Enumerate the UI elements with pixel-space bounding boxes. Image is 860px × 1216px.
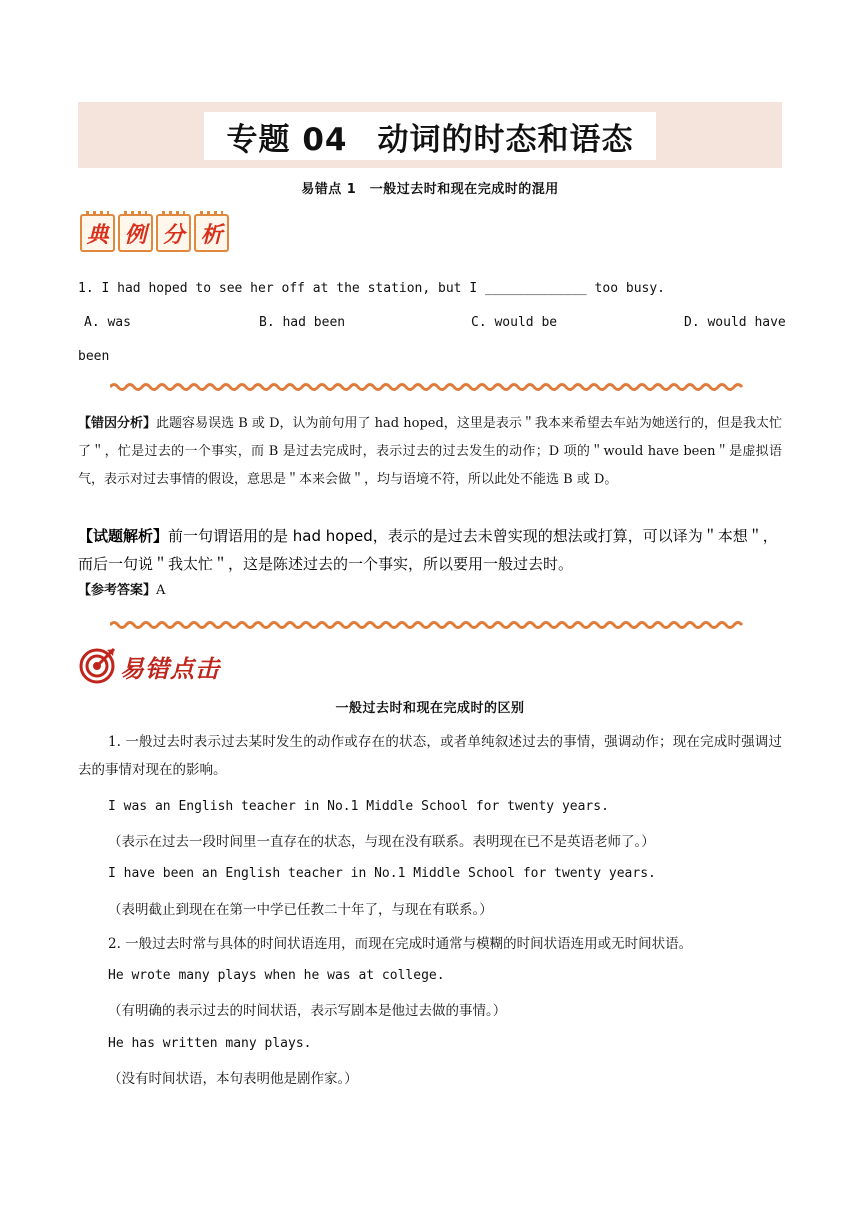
option-c: C. would be xyxy=(471,315,558,330)
section-heading-1: 易错点 1 一般过去时和现在完成时的混用 xyxy=(301,182,559,197)
note-4: （没有时间状语，本句表明他是剧作家。） xyxy=(108,1071,358,1087)
solution-analysis-text: 前一句谓语用的是 had hoped，表示的是过去未曾实现的想法或打算，可以译为＂本想＂，而后一句说＂我太忙＂，这是陈述过去的一个事实，所以要用一般过去时。 xyxy=(78,527,778,573)
error-analysis xyxy=(78,410,782,494)
note-3: （有明确的表示过去的时间状语，表示写剧本是他过去做的事情。） xyxy=(108,1003,507,1019)
badge-char: 典 xyxy=(80,214,115,252)
reference-answer xyxy=(78,577,782,605)
wavy-divider xyxy=(110,382,746,392)
rule-1: 1. 一般过去时表示过去某时发生的动作或存在的状态，或者单纯叙述过去的事情，强调动作；现在完成时强调过去的事情对现在的影响。 xyxy=(78,734,782,778)
note-2: （表明截止到现在在第一中学已任教二十年了，与现在有联系。） xyxy=(108,902,493,918)
solution-analysis-label: 【试题解析】 xyxy=(78,527,169,545)
target-icon xyxy=(78,645,118,685)
title-topic-number: 专题 04 xyxy=(226,121,348,158)
question-options xyxy=(78,315,786,333)
page-title xyxy=(227,114,634,159)
title-box xyxy=(204,112,656,160)
reference-answer-label: 【参考答案】 xyxy=(78,583,157,598)
common-errors-logo xyxy=(78,645,238,685)
section-heading-2: 一般过去时和现在完成时的区别 xyxy=(335,701,525,716)
option-d: D. would have xyxy=(684,315,786,330)
option-d-wrap: been xyxy=(78,349,110,364)
question-stem: 1. I had hoped to see her off at the station, but I _____________ too busy. xyxy=(78,281,665,296)
example-1: I was an English teacher in No.1 Middle School for twenty years. xyxy=(108,799,609,814)
error-analysis-text: 此题容易误选 B 或 D，认为前句用了 had hoped，这里是表示＂我本来希望去车站为她送行的，但是我太忙了＂，忙是过去的一个事实，而 B 是过去完成时，表示过去的过去发生的动作；D 项的＂would have been＂是虚拟语气，表示对过去事情的假设，意思是＂本来会做＂，均与语境不符，所以此处不能选 B 或 D。 xyxy=(78,416,782,487)
note-1: （表示在过去一段时间里一直存在的状态，与现在没有联系。表明现在已不是英语老师了。） xyxy=(108,834,655,850)
option-a: A. was xyxy=(84,315,131,330)
badge-char: 例 xyxy=(118,214,153,252)
option-b: B. had been xyxy=(259,315,346,330)
badge-char: 分 xyxy=(156,214,191,252)
solution-analysis xyxy=(78,522,782,578)
wavy-divider xyxy=(110,620,746,630)
error-analysis-label: 【错因分析】 xyxy=(78,416,157,431)
badge-char: 析 xyxy=(194,214,229,252)
reference-answer-value: A xyxy=(156,583,166,598)
example-analysis-badge xyxy=(80,214,229,252)
example-2: I have been an English teacher in No.1 Middle School for twenty years. xyxy=(108,866,656,881)
rule-2: 2. 一般过去时常与具体的时间状语连用，而现在完成时通常与模糊的时间状语连用或无时间状语。 xyxy=(108,936,693,952)
example-3: He wrote many plays when he was at college. xyxy=(108,968,445,983)
example-4: He has written many plays. xyxy=(108,1036,312,1051)
title-topic-name: 动词的时态和语态 xyxy=(377,121,634,158)
logo-text: 易错点击 xyxy=(120,655,220,683)
